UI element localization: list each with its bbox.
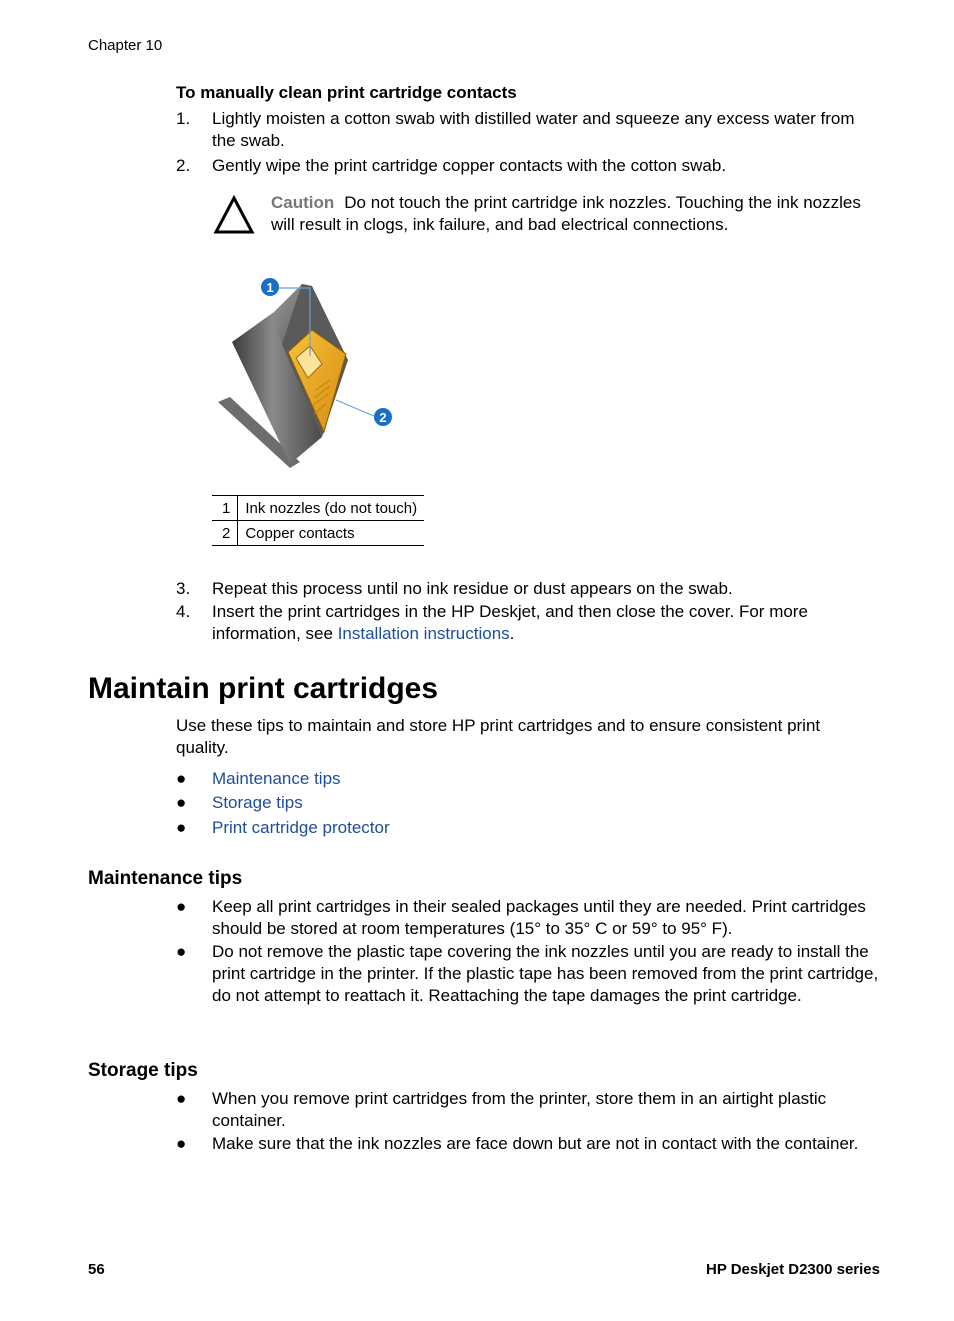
step-1 [176, 108, 876, 152]
table-row [212, 521, 424, 546]
caution-note [213, 192, 883, 236]
bullet-icon: ● [176, 1089, 187, 1108]
bullet-icon: ● [176, 818, 187, 837]
step-number: 3. [176, 579, 191, 598]
chapter-header: Chapter 10 [88, 37, 163, 54]
step-text: Repeat this process until no ink residue or dust appears on the swab. [212, 579, 733, 598]
bullet-icon: ● [176, 942, 187, 961]
step-number: 2. [176, 156, 191, 175]
list-item [176, 896, 882, 940]
table-row [212, 496, 424, 521]
caution-text-block [271, 192, 883, 236]
step-number: 1. [176, 109, 191, 128]
list-item [176, 1133, 882, 1155]
print-cartridge-protector-link[interactable]: Print cartridge protector [212, 818, 390, 837]
tip-text: Do not remove the plastic tape covering the ink nozzles until you are ready to install the print cartridge in the printer. If the plastic tape has been removed from the print cartridge, do not attempt to reattach it. Reattaching the tape damages the print cartridge. [212, 942, 879, 1005]
figure-legend-table [212, 495, 424, 546]
maintenance-tips-link[interactable]: Maintenance tips [212, 769, 341, 788]
storage-tips-link[interactable]: Storage tips [212, 793, 303, 812]
warning-triangle-icon [213, 195, 255, 235]
tip-text: When you remove print cartridges from the printer, store them in an airtight plastic container. [212, 1089, 827, 1130]
step-2 [176, 155, 876, 177]
callout-1-label: 1 [266, 280, 274, 295]
bullet-icon: ● [176, 897, 187, 916]
step-text: Gently wipe the print cartridge copper contacts with the cotton swab. [212, 156, 727, 175]
maintenance-tips-heading: Maintenance tips [88, 868, 243, 889]
callout-2-label: 2 [379, 410, 387, 425]
list-item [176, 817, 882, 839]
tip-text: Keep all print cartridges in their sealed packages until they are needed. Print cartridges should be stored at room temperatures (15° to 35° C or 59° to 95° F). [212, 897, 866, 938]
page-number: 56 [88, 1261, 105, 1278]
section-title: Maintain print cartridges [88, 672, 439, 705]
list-item [176, 941, 882, 1007]
procedure-title: To manually clean print cartridge contacts [176, 83, 517, 102]
product-name: HP Deskjet D2300 series [705, 1261, 880, 1278]
legend-text: Copper contacts [238, 521, 424, 546]
step-text-end: . [509, 624, 515, 643]
list-item [176, 768, 882, 790]
bullet-icon: ● [176, 793, 187, 812]
step-text: Insert the print cartridges in the HP Deskjet, and then close the cover. For more information, see [212, 602, 808, 643]
caution-label: Caution [271, 193, 335, 212]
bullet-icon: ● [176, 1134, 187, 1153]
step-number: 4. [176, 602, 191, 621]
storage-tips-heading: Storage tips [88, 1060, 198, 1081]
list-item [176, 1088, 882, 1132]
legend-text: Ink nozzles (do not touch) [238, 496, 424, 521]
tip-text: Make sure that the ink nozzles are face down but are not in contact with the container. [212, 1134, 859, 1153]
step-3 [176, 578, 876, 600]
bullet-icon: ● [176, 769, 187, 788]
print-cartridge-illustration [212, 272, 412, 472]
step-text: Lightly moisten a cotton swab with distilled water and squeeze any excess water from the swab. [212, 109, 855, 150]
list-item [176, 792, 882, 814]
step-text-block [212, 601, 876, 645]
legend-number: 2 [212, 521, 238, 546]
installation-instructions-link[interactable]: Installation instructions [337, 624, 510, 643]
section-intro: Use these tips to maintain and store HP print cartridges and to ensure consistent print quality. [176, 716, 821, 757]
caution-text: Do not touch the print cartridge ink nozzles. Touching the ink nozzles will result in clogs, ink failure, and bad electrical connections. [271, 193, 861, 234]
legend-number: 1 [212, 496, 238, 521]
step-4 [176, 601, 876, 645]
